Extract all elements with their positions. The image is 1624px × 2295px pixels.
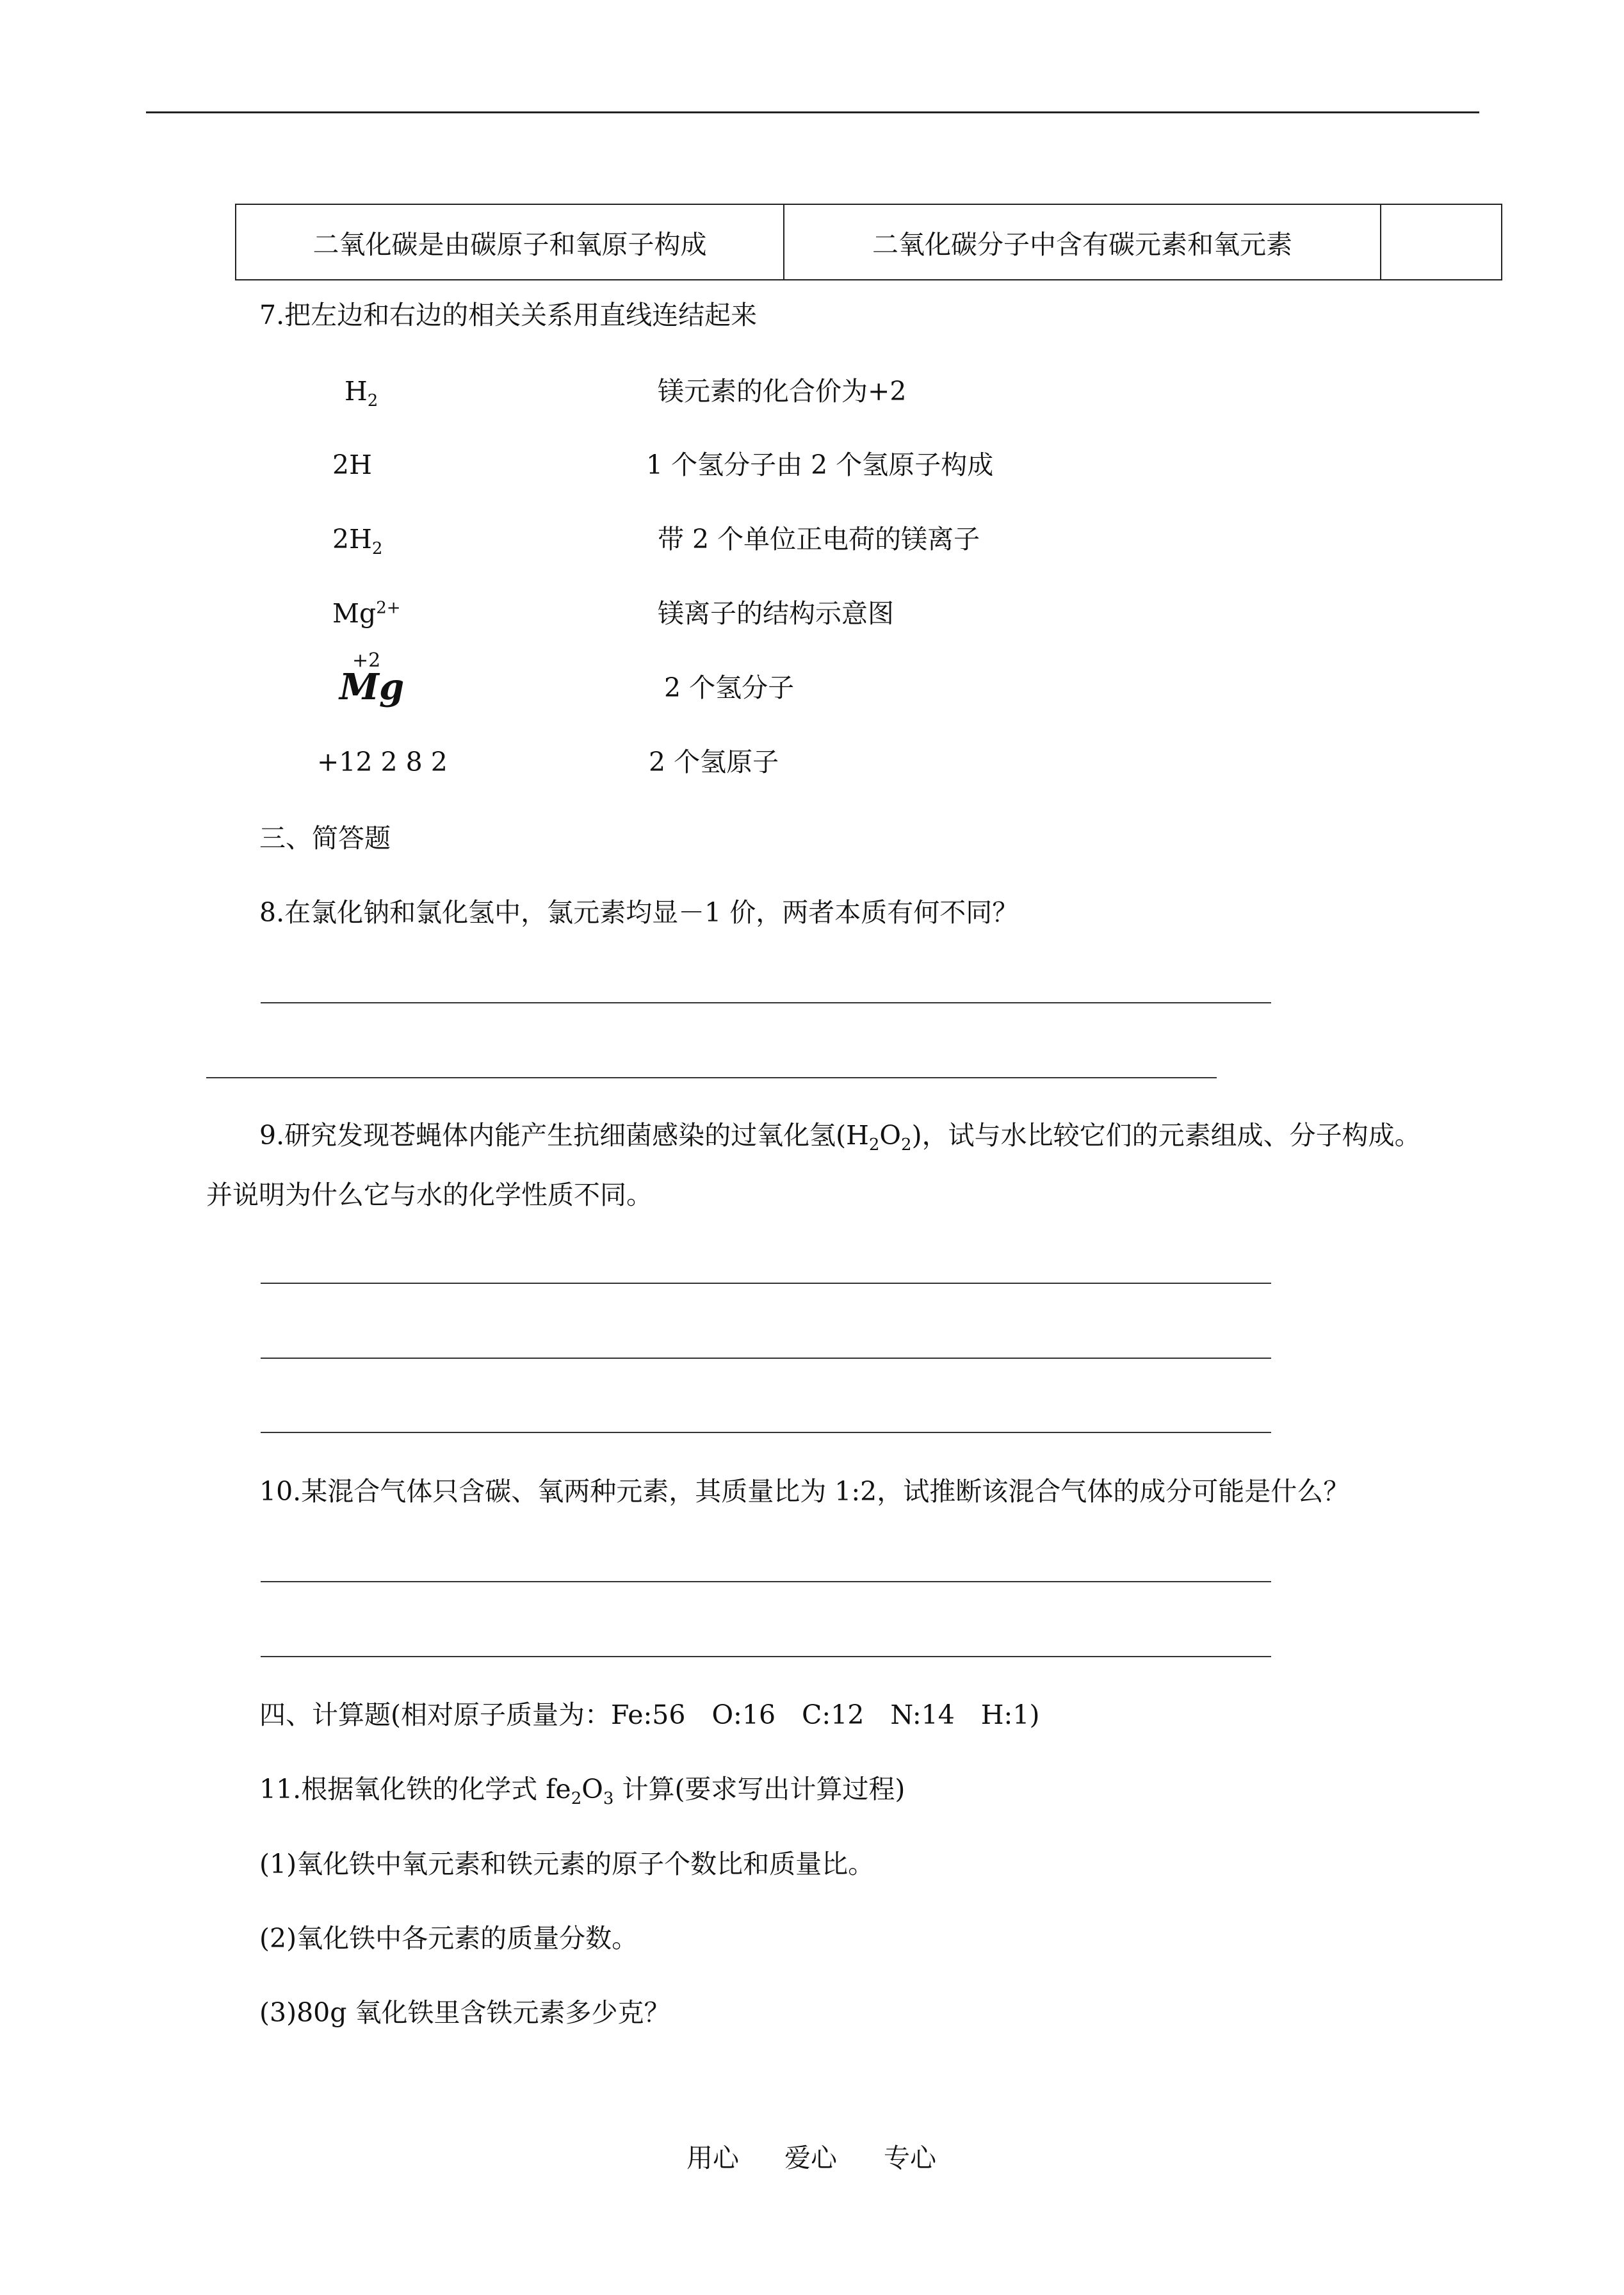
question-7-title: 7.把左边和右边的相关关系用直线连结起来 bbox=[259, 300, 758, 330]
question-11-title: 11.根据氧化铁的化学式 $fe_2O_3$ 计算(要求写出计算过程) bbox=[259, 1774, 905, 1809]
table-cell-statement: 二氧化碳分子中含有碳元素和氧元素 bbox=[784, 204, 1381, 280]
footer-word: 用心 bbox=[686, 2143, 739, 2173]
left-item-h2: $H_2$ bbox=[345, 376, 378, 411]
question-11-part-1: (1)氧化铁中氧元素和铁元素的原子个数比和质量比。 bbox=[259, 1849, 875, 1879]
valence-label: +2 bbox=[352, 649, 381, 672]
answer-line[interactable] bbox=[261, 1656, 1271, 1657]
section-3-title: 三、简答题 bbox=[259, 823, 391, 854]
answer-line[interactable] bbox=[261, 1432, 1271, 1433]
left-item-mg-structure: +12 2 8 2 bbox=[317, 747, 448, 777]
question-11-part-2: (2)氧化铁中各元素的质量分数。 bbox=[259, 1923, 638, 1954]
question-10: 10.某混合气体只含碳、氧两种元素，其质量比为 1:2，试推断该混合气体的成分可能是什么？ bbox=[259, 1476, 1350, 1507]
answer-line[interactable] bbox=[261, 1358, 1271, 1359]
question-8: 8.在氯化钠和氯化氢中，氯元素均显－1 价，两者本质有何不同？ bbox=[259, 897, 1019, 928]
table-cell-statement: 二氧化碳是由碳原子和氧原子构成 bbox=[236, 204, 784, 280]
right-item-1: 镁元素的化合价为+2 bbox=[658, 376, 907, 407]
section-4-title: 四、计算题(相对原子质量为：Fe:56 O:16 C:12 N:14 H:1) bbox=[259, 1699, 1040, 1730]
comparison-table bbox=[235, 204, 1502, 280]
answer-line[interactable] bbox=[261, 1002, 1271, 1003]
header-rule bbox=[146, 111, 1479, 113]
footer-word: 专心 bbox=[884, 2143, 936, 2173]
question-9-line-2: 并说明为什么它与水的化学性质不同。 bbox=[206, 1180, 653, 1210]
right-item-3: 带 2 个单位正电荷的镁离子 bbox=[658, 524, 980, 555]
left-item-2h2: $2H_2$ bbox=[332, 524, 383, 559]
left-item-mg-valence bbox=[339, 649, 405, 708]
right-item-6: 2 个氢原子 bbox=[649, 747, 779, 777]
left-item-2h: 2H bbox=[332, 450, 372, 480]
table-cell-answer[interactable] bbox=[1381, 204, 1502, 280]
footer-word: 爱心 bbox=[784, 2143, 837, 2173]
left-item-mg-ion: $Mg^{2+}$ bbox=[332, 598, 401, 629]
right-item-5: 2 个氢分子 bbox=[664, 672, 795, 703]
mg-symbol: Mg bbox=[339, 666, 405, 708]
table-row bbox=[236, 204, 1502, 280]
right-item-4: 镁离子的结构示意图 bbox=[658, 598, 894, 629]
answer-line[interactable] bbox=[261, 1581, 1271, 1582]
answer-line[interactable] bbox=[206, 1077, 1217, 1078]
right-item-2: 1 个氢分子由 2 个氢原子构成 bbox=[646, 450, 994, 480]
question-9-line-1: 9.研究发现苍蝇体内能产生抗细菌感染的过氧化氢$(H_2O_2)$，试与水比较它们的元素组成、分子构成。 bbox=[259, 1120, 1421, 1155]
question-11-part-3: (3)80g 氧化铁里含铁元素多少克？ bbox=[259, 1997, 670, 2028]
answer-line[interactable] bbox=[261, 1283, 1271, 1284]
